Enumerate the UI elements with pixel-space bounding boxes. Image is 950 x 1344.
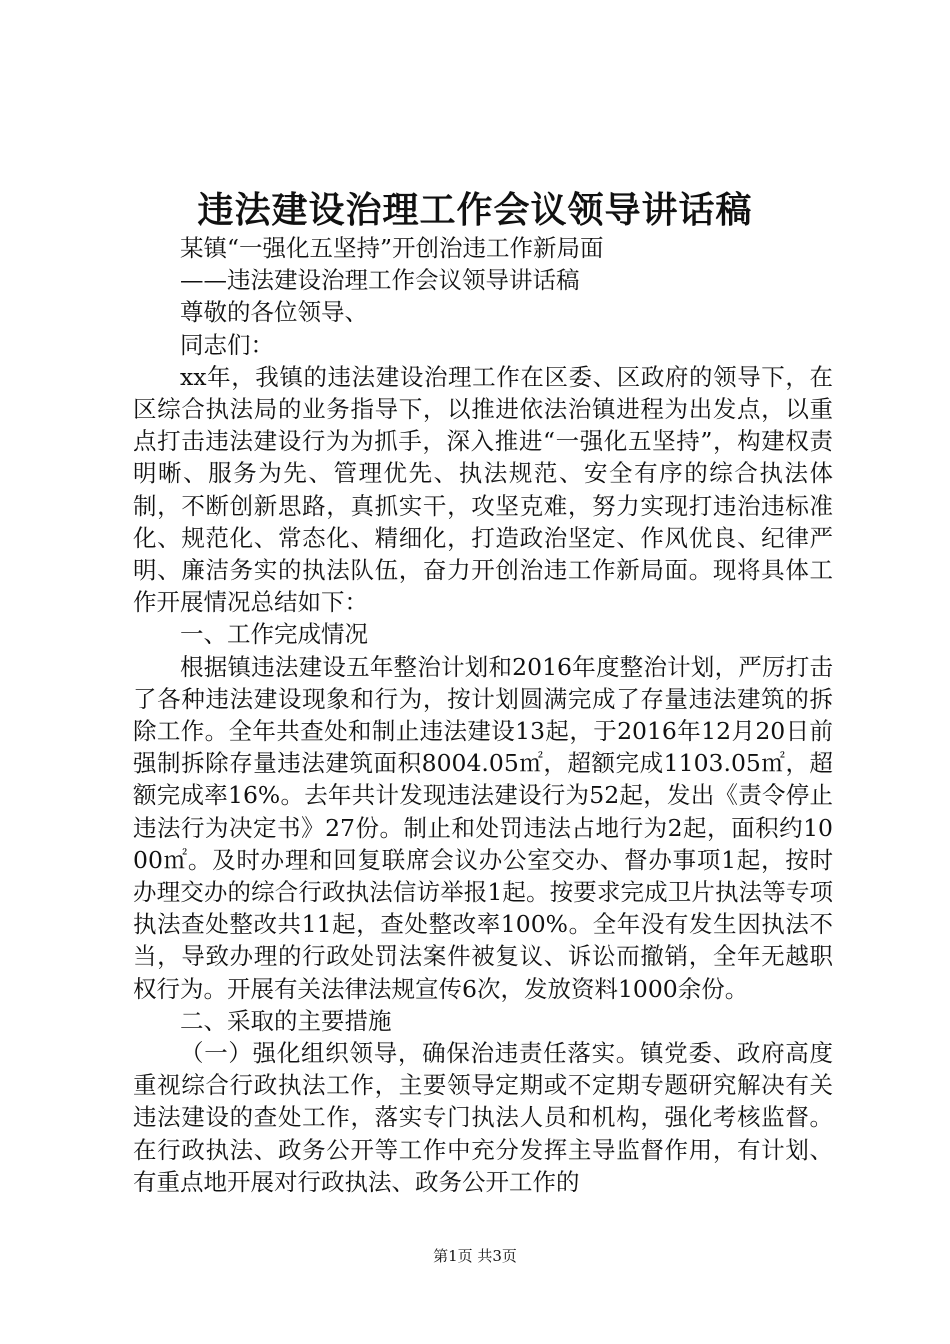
document-title: 违法建设治理工作会议领导讲话稿 bbox=[197, 189, 753, 231]
section-2-paragraph: （一）强化组织领导，确保治违责任落实。镇党委、政府高度重视综合行政执法工作，主要领导定期或不定期专题研究解决有关违法建设的查处工作，落实专门执法人员和机构，强化考核监督。在行政执法、政务公开等工作中充分发挥主导监督作用，有计划、有重点地开展对行政执法、政务公开工作的 bbox=[133, 1039, 833, 1196]
subtitle-line: 某镇“一强化五坚持”开创治违工作新局面 bbox=[180, 234, 604, 262]
section-heading-2: 二、采取的主要措施 bbox=[180, 1006, 392, 1035]
salutation-comrades: 同志们： bbox=[180, 330, 274, 359]
section-1-paragraph: 根据镇违法建设五年整治计划和2016年度整治计划，严厉打击了各种违法建设现象和行为，按计划圆满完成了存量违法建筑的拆除工作。全年共查处和制止违法建设13起，于2016年12月20日前强制拆除存量违法建筑面积8004.05㎡，超额完成1103.05㎡，超额完成率16%。去年共计发现违法建设行为52起，发出《责令停止违法行为决定书》27份。制止和处罚违法占地行为2起，面积约1000㎡。及时办理和回复联席会议办公室交办、督办事项1起，按时办理交办的综合行政执法信访举报1起。按要求完成卫片执法等专项执法查处整改共11起，查处整改率100%。全年没有发生因执法不当，导致办理的行政处罚法案件被复议、诉讼而撤销，全年无越职权行为。开展有关法律法规宣传6次，发放资料1000余份。 bbox=[133, 652, 833, 1003]
document-body bbox=[133, 232, 833, 1198]
section-heading-1: 一、工作完成情况 bbox=[180, 620, 368, 649]
salutation-line: 尊敬的各位领导、 bbox=[180, 298, 368, 327]
intro-paragraph: xx年，我镇的违法建设治理工作在区委、区政府的领导下，在区综合执法局的业务指导下，以推进依法治镇进程为出发点，以重点打击违法建设行为为抓手，深入推进“一强化五坚持”，构建权责明晰、服务为先、管理优先、执法规范、安全有序的综合执法体制，不断创新思路，真抓实干，攻坚克难，努力实现打违治违标准化、规范化、常态化、精细化，打造政治坚定、作风优良、纪律严明、廉洁务实的执法队伍，奋力开创治违工作新局面。现将具体工作开展情况总结如下： bbox=[133, 362, 833, 617]
subtitle-dash-line: ——违法建设治理工作会议领导讲话稿 bbox=[180, 266, 580, 295]
page-footer: 第1页 共3页 bbox=[433, 1247, 517, 1265]
